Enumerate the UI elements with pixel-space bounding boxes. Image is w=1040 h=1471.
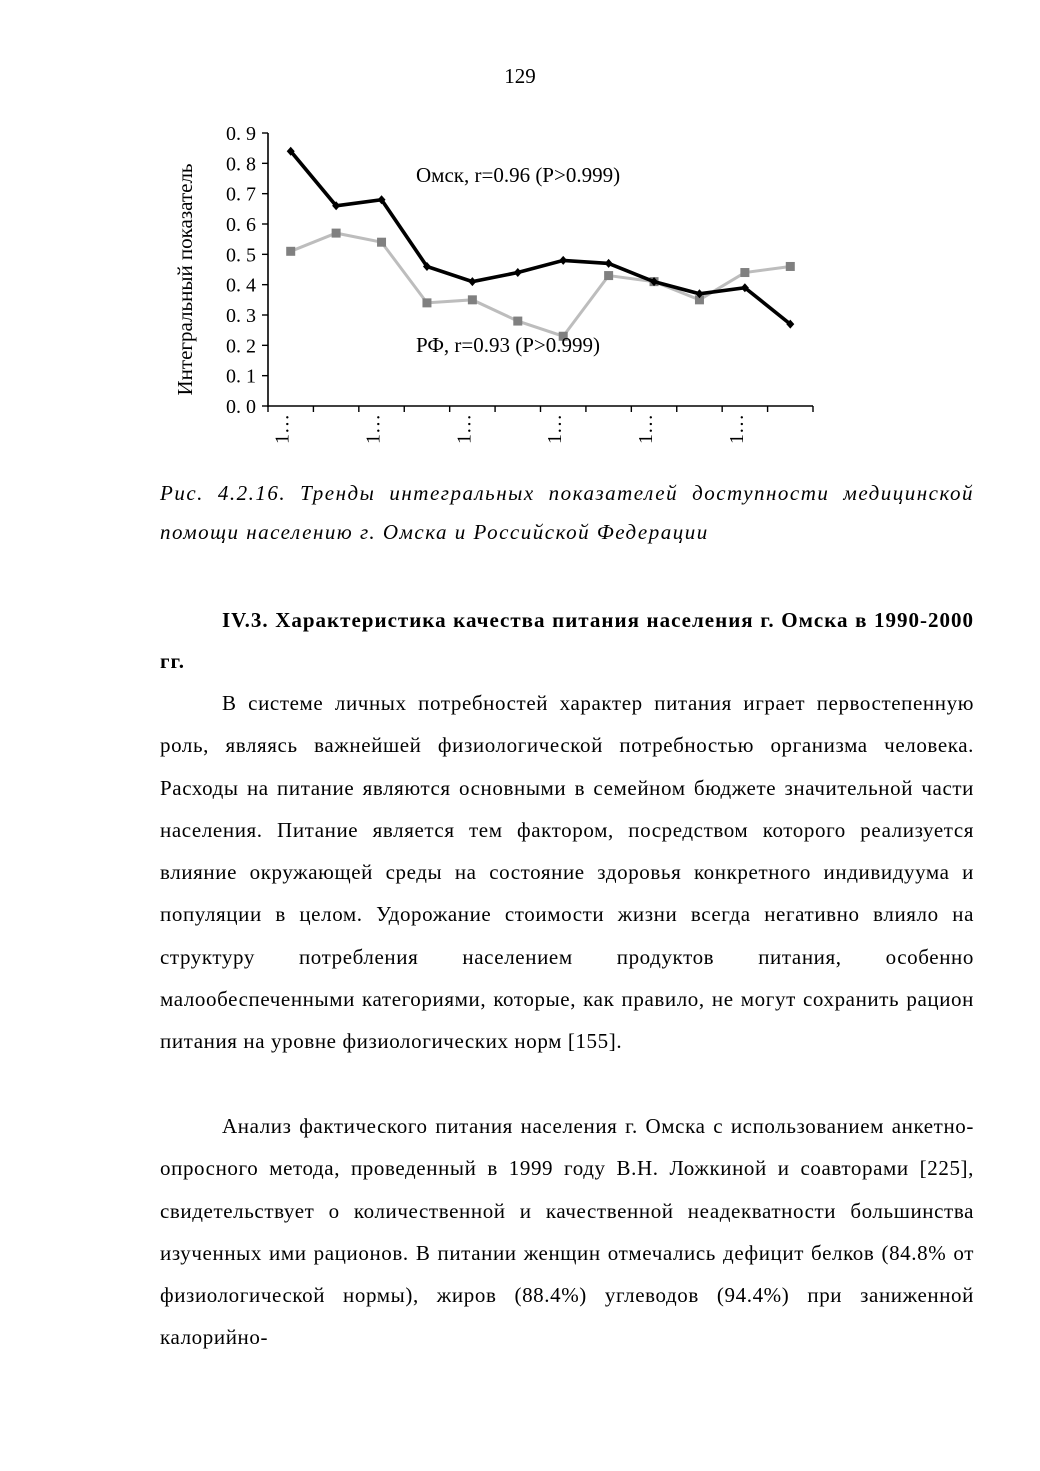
figure-caption: Рис. 4.2.16. Тренды интегральных показателей доступности медицинской помощи населению г. Омска и Российской Федерации <box>160 481 974 544</box>
x-tick-label: 1… <box>453 414 476 444</box>
page-number: 129 <box>504 64 536 88</box>
x-tick-label: 1… <box>271 414 294 444</box>
series-label-rf: РФ, r=0.93 (P>0.999) <box>416 333 601 357</box>
data-point-omsk <box>468 277 476 286</box>
x-tick-label: 1… <box>544 414 567 444</box>
y-tick-label: 0. 7 <box>226 183 256 206</box>
data-point-rf <box>786 262 795 271</box>
y-tick-label: 0. 4 <box>226 274 256 297</box>
data-point-rf <box>332 229 341 238</box>
y-tick-label: 0. 1 <box>226 365 256 388</box>
data-point-rf <box>422 298 431 307</box>
body-paragraph-2: Анализ фактического питания населения г. Омска с использованием анкетно-опросного метода, проведенный в 1999 году В.Н. Ложкиной и соавторами [225], свидетельствует о количественной и качественной неадекватности большинства изученных ими рационов. В питании женщин отмечались дефицит белков (84.8% от физиологической нормы), жиров (88.4%) углеводов (94.4%) при заниженной калорийно- <box>160 1114 974 1350</box>
y-tick-label: 0. 8 <box>226 153 256 176</box>
y-tick-label: 0. 0 <box>226 396 256 418</box>
data-point-omsk <box>559 256 567 265</box>
data-point-rf <box>468 295 477 304</box>
y-tick-label: 0. 5 <box>226 244 256 267</box>
body-paragraph-1: В системе личных потребностей характер питания играет первостепенную роль, являясь важнейшей физиологической потребностью организма человека. Расходы на питание являются основными в семейном бюджете значительной части населения. Питание является тем фактором, посредством которого реализуется влияние окружающей среды на состояние здоровья конкретного индивидуума и популяции в целом. Удорожание стоимости жизни всегда негативно влияло на структуру потребления населением продуктов питания, особенно малообеспеченными категориями, которые, как правило, не могут сохранить рацион питания на уровне физиологических норм [155]. <box>160 691 974 1054</box>
data-point-omsk <box>514 268 522 277</box>
data-point-rf <box>377 238 386 247</box>
x-tick-label: 1… <box>362 414 385 444</box>
y-tick-label: 0. 6 <box>226 214 256 236</box>
x-tick-label: 1… <box>634 414 657 444</box>
y-tick-label: 0. 9 <box>226 123 256 145</box>
x-tick-label: 1… <box>725 414 748 444</box>
y-tick-label: 0. 3 <box>226 305 256 327</box>
series-line-rf <box>291 233 791 336</box>
y-axis-label: Интегральный показатель <box>173 163 197 396</box>
y-tick-label: 0. 2 <box>226 335 256 358</box>
data-point-rf <box>604 271 613 280</box>
data-point-omsk <box>605 259 613 268</box>
data-point-rf <box>740 268 749 277</box>
series-label-omsk: Омск, r=0.96 (P>0.999) <box>416 163 621 187</box>
section-heading: IV.3. Характеристика качества питания населения г. Омска в 1990-2000 гг. <box>160 608 974 673</box>
data-point-rf <box>286 247 295 256</box>
line-chart <box>170 118 830 448</box>
data-point-rf <box>513 317 522 326</box>
